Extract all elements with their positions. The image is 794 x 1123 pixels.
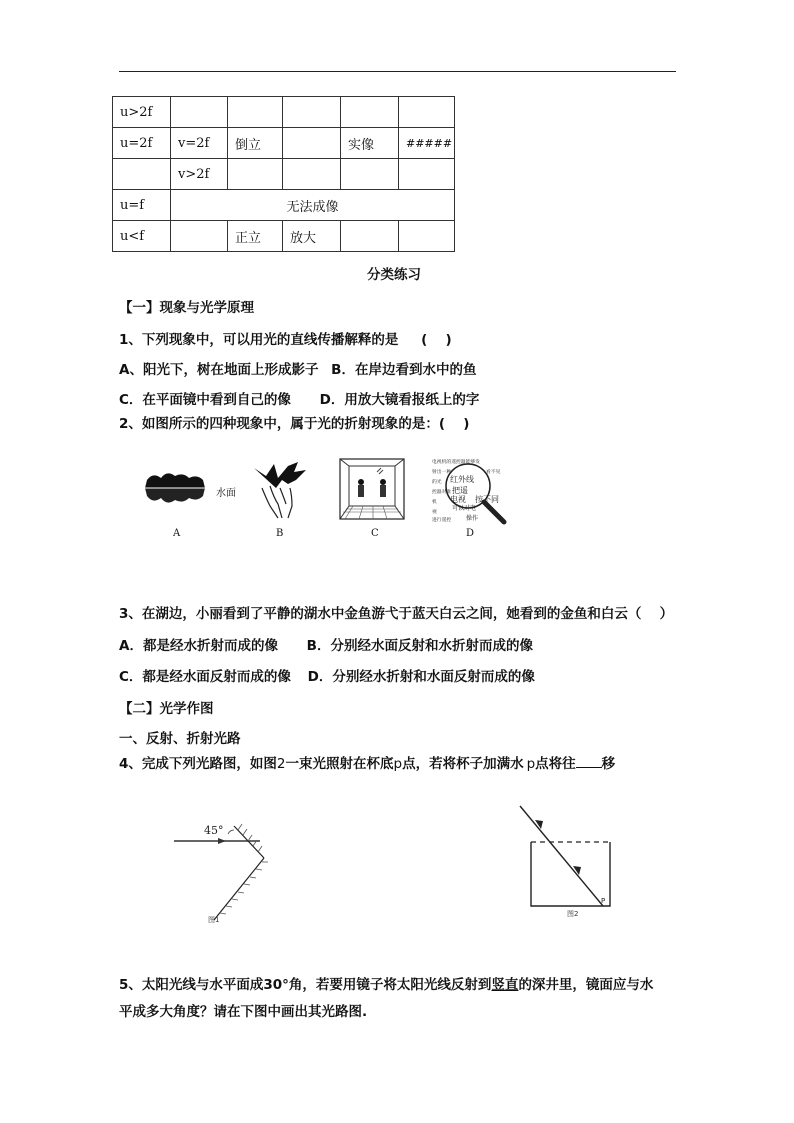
question-stem: 一束光照射在杯底	[285, 756, 394, 772]
table-cell: u=f	[113, 190, 171, 221]
table-cell: u=2f	[113, 128, 171, 159]
figure-label-c: C	[371, 528, 379, 539]
question-5-line-1	[119, 973, 653, 993]
table-cell	[341, 97, 399, 128]
svg-text:电视: 电视	[450, 495, 466, 504]
hands	[262, 486, 292, 518]
question-stem: 1、下列现象中，可以用光的直线传播解释的是	[119, 332, 399, 348]
option-d: D．用放大镜看报纸上的字	[319, 392, 480, 408]
figure-label-a: A	[173, 528, 181, 539]
table-cell	[171, 97, 228, 128]
table-cell	[341, 221, 399, 252]
table-cell	[228, 97, 283, 128]
answer-blank	[576, 767, 602, 768]
section-heading: 分类练习	[367, 267, 421, 283]
light-ray	[520, 806, 606, 906]
cup-outline	[531, 842, 610, 906]
question-1	[119, 328, 452, 348]
section-title-2: 【二】光学作图	[119, 701, 214, 717]
table-cell	[283, 128, 341, 159]
figure-label-d: D	[466, 528, 475, 539]
svg-text:进行遥控: 进行遥控	[432, 518, 452, 523]
answer-blank: ( )	[421, 332, 452, 348]
water-surface-label: 水面	[216, 488, 236, 499]
option-a: A．都是经水折射而成的像	[119, 638, 278, 654]
svg-text:可以对电: 可以对电	[452, 505, 477, 512]
figure-1-label: 图1	[208, 916, 220, 924]
option-line	[119, 358, 476, 378]
table-cell	[399, 97, 455, 128]
option-a: A、阳光下，树在地面上形成影子	[119, 362, 319, 378]
table-cell: #####	[399, 128, 455, 159]
option-b: B．在岸边看到水中的鱼	[331, 362, 477, 378]
table-row	[113, 159, 455, 190]
table-cell: 放大	[283, 221, 341, 252]
svg-text:红外线: 红外线	[450, 475, 474, 484]
section-title-1: 【一】现象与光学原理	[119, 300, 254, 316]
option-line	[119, 665, 535, 685]
figure-ref: 2	[276, 756, 286, 772]
point-label: p	[393, 756, 403, 772]
svg-text:视: 视	[432, 510, 437, 515]
table-cell	[399, 221, 455, 252]
table-cell: u<f	[113, 221, 171, 252]
incident-ray	[174, 838, 260, 844]
table-cell	[341, 159, 399, 190]
subsection-title: 一、反射、折射光路	[119, 731, 241, 747]
figure-label-b: B	[276, 528, 284, 539]
option-b: B．分别经水面反射和水折射而成的像	[306, 638, 533, 654]
svg-text:控器对准: 控器对准	[432, 490, 452, 495]
table-row	[113, 221, 455, 252]
table-cell	[171, 221, 228, 252]
table-cell: v=2f	[171, 128, 228, 159]
question-5-line-2: 平成多大角度？请在下图中画出其光路图.	[119, 1004, 368, 1020]
question-4	[119, 752, 615, 772]
underlined-term: 竖直	[491, 977, 519, 993]
figure-1-mirror-reflection	[168, 812, 288, 924]
question-stem: 的深井里，镜面应与水	[518, 977, 654, 993]
svg-text:电视机的遥控器能够发: 电视机的遥控器能够发	[432, 460, 480, 465]
angle-label: 45°	[204, 824, 224, 837]
figure-2-cup-refraction	[515, 802, 620, 920]
floor-grid	[343, 506, 401, 519]
table-row	[113, 190, 455, 221]
table-cell	[399, 159, 455, 190]
question-stem: 5、太阳光线与水平面成30°角，若要用镜子将太阳光线反射到	[119, 977, 492, 993]
svg-text:操作: 操作	[466, 515, 479, 522]
magnified-text	[432, 458, 501, 523]
table-cell: u>2f	[113, 97, 171, 128]
question-3: 3、在湖边，小丽看到了平静的湖水中金鱼游弋于蓝天白云之间，她看到的金鱼和白云（ ）	[119, 606, 674, 622]
table-cell	[283, 159, 341, 190]
figure-d-magnifier	[430, 456, 510, 526]
svg-text:按不同: 按不同	[475, 495, 499, 504]
option-d: D．分别经水折射和水面反射而成的像	[307, 669, 535, 685]
option-line	[119, 634, 533, 654]
lens-imaging-table	[112, 96, 455, 252]
point-label: p	[526, 756, 536, 772]
svg-text:机: 机	[432, 500, 437, 505]
table-cell: 正立	[228, 221, 283, 252]
table-cell: 倒立	[228, 128, 283, 159]
table-cell	[283, 97, 341, 128]
figure-b-hand-shadow	[248, 458, 318, 522]
question-stem: 点将往	[535, 756, 576, 772]
question-stem: 点，若将杯子加满水	[402, 756, 524, 772]
question-2: 2、如图所示的四种现象中，属于光的折射现象的是：( )	[119, 416, 470, 432]
table-cell	[228, 159, 283, 190]
svg-text:射出一种: 射出一种	[432, 470, 452, 475]
bird-shadow	[254, 462, 306, 488]
table-cell: 实像	[341, 128, 399, 159]
option-c: C．都是经水面反射而成的像	[119, 669, 291, 685]
table-row	[113, 97, 455, 128]
figure-c-mirror	[339, 458, 405, 520]
question-stem: 移	[601, 756, 616, 772]
table-cell	[113, 159, 171, 190]
svg-text:看不见: 看不见	[486, 470, 501, 475]
header-rule	[119, 71, 676, 72]
figure-2-label: 图2	[567, 910, 579, 918]
question-stem: 4、完成下列光路图，如图	[119, 756, 277, 772]
svg-text:把遥: 把遥	[452, 486, 468, 495]
table-cell-merged: 无法成像	[171, 190, 455, 221]
point-p-label: P	[601, 897, 606, 905]
svg-text:的光: 的光	[432, 480, 442, 485]
option-line	[119, 388, 479, 408]
table-row	[113, 128, 455, 159]
table-cell: v>2f	[171, 159, 228, 190]
option-c: C．在平面镜中看到自己的像	[119, 392, 291, 408]
